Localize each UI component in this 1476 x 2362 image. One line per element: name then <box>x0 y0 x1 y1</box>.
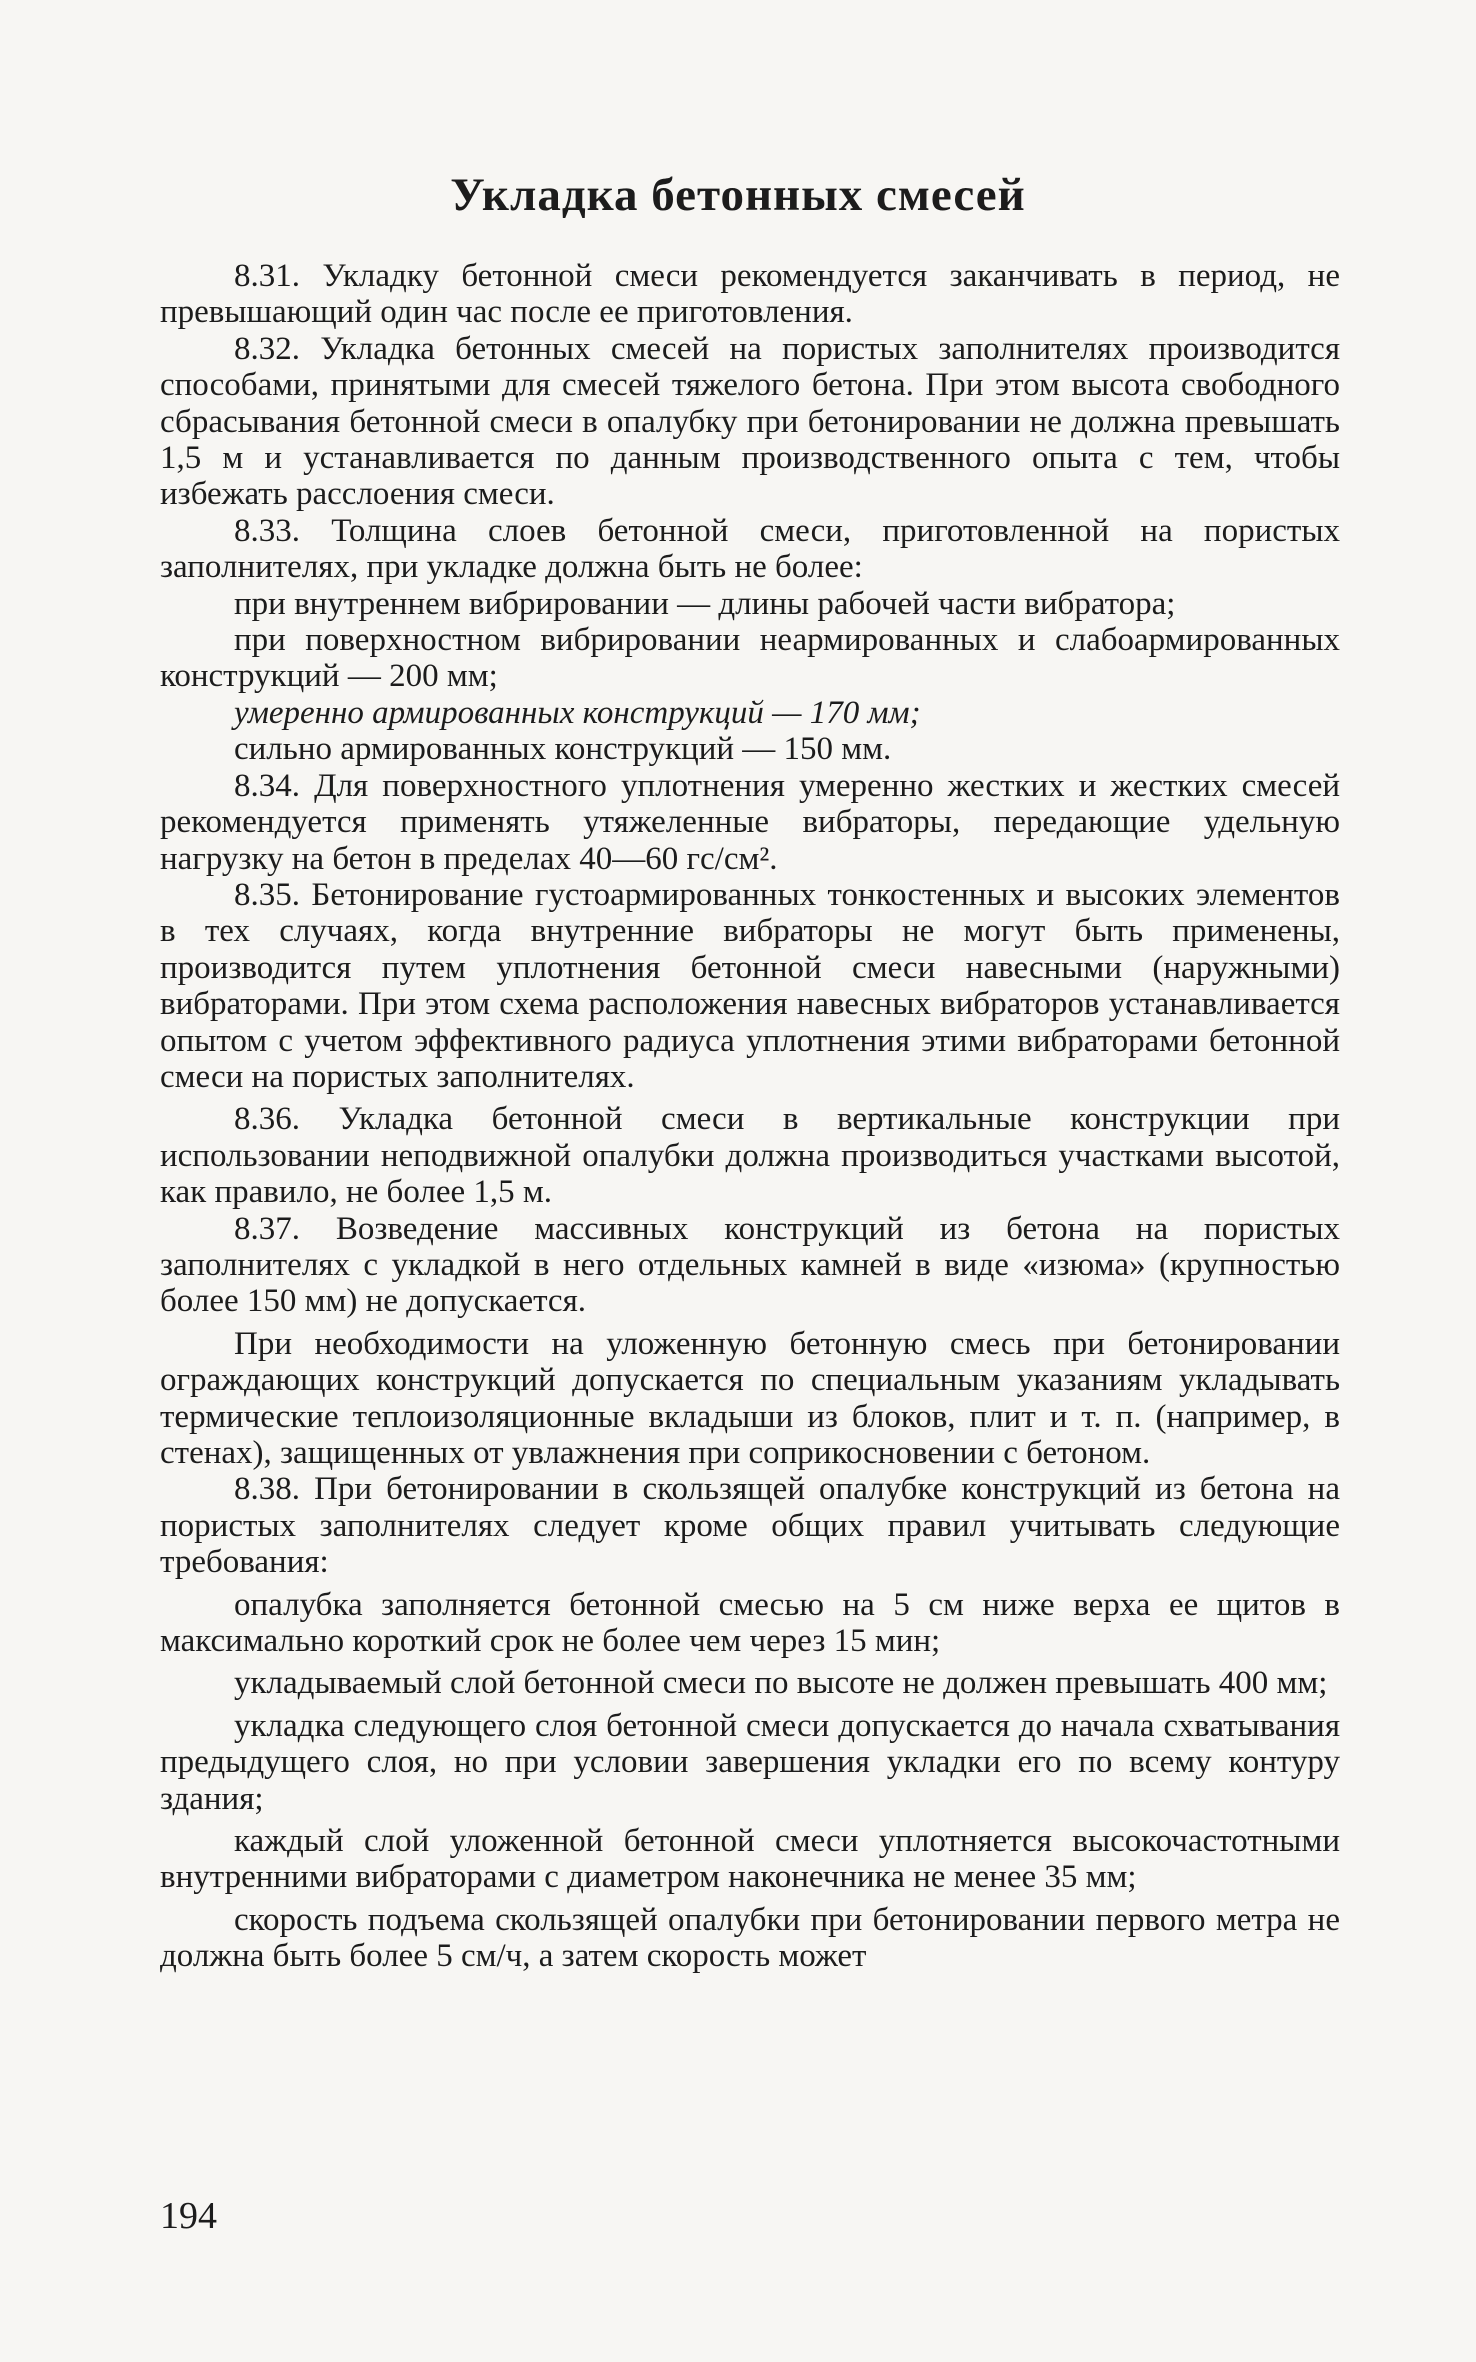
list-item-heavily-reinforced: сильно армированных конструкций — 150 мм. <box>234 731 892 768</box>
paragraph-8-38: 8.38. При бетонировании в скользящей опалубке конструкций из бетона на пористых заполнителях следует кроме общих правил учитывать следующие требования: <box>160 1471 1340 1581</box>
list-item-next-layer: укладка следующего слоя бетонной смеси допускается до начала схватывания предыдущего слоя, но при условии завершения укладки его по всему контуру здания; <box>160 1707 1340 1817</box>
list-item-compaction: каждый слой уложенной бетонной смеси уплотняется высокочастотными внутренними вибраторами с диаметром наконечника не менее 35 мм; <box>160 1823 1340 1896</box>
section-title: Укладка бетонных смесей <box>450 169 1026 221</box>
list-item-formwork-speed: скорость подъема скользящей опалубки при бетонировании первого метра не должна быть более 5 см/ч, а затем скорость может <box>160 1901 1340 1975</box>
body-text <box>160 258 1340 1975</box>
list-item-surface-vibration: при поверхностном вибрировании неармированных и слабоармированных конструкций — 200 мм; <box>160 622 1340 695</box>
paragraph-insulation-inserts: При необходимости на уложенную бетонную смесь при бетонировании ограждающих конструкций допускается по специальным указаниям укладывать термические теплоизоляционные вкладыши из блоков, плит и т. п. (например, в стенах), защищенных от увлажнения при соприкосновении с бетоном. <box>160 1325 1340 1471</box>
paragraph-8-33: 8.33. Толщина слоев бетонной смеси, приготовленной на пористых заполнителях, при укладке должна быть не более: <box>160 512 1340 586</box>
paragraph-8-36: 8.36. Укладка бетонной смеси в вертикальные конструкции при использовании неподвижной опалубки должна производиться участками высотой, как правило, не более 1,5 м. <box>160 1101 1340 1211</box>
paragraph-8-32: 8.32. Укладка бетонных смесей на пористых заполнителях производится способами, принятыми для смесей тяжелого бетона. При этом высота свободного сбрасывания бетонной смеси в опалубку при бетонировании не должна превышать 1,5 м и устанавливается по данным производственного опыта с тем, чтобы избежать расслоения смеси. <box>160 330 1340 513</box>
paragraph-8-37: 8.37. Возведение массивных конструкций из бетона на пористых заполнителях с укладкой в него отдельных камней в виде «изюма» (крупностью более 150 мм) не допускается. <box>160 1210 1340 1320</box>
list-item-internal-vibration: при внутреннем вибрировании — длины рабочей части вибратора; <box>234 585 1176 622</box>
list-item-moderately-reinforced: умеренно армированных конструкций — 170 мм; <box>234 694 921 731</box>
list-item-formwork-filling: опалубка заполняется бетонной смесью на 5 см ниже верха ее щитов в максимально короткий срок не более чем через 15 мин; <box>160 1586 1340 1660</box>
paragraph-8-35: 8.35. Бетонирование густоармированных тонкостенных и высоких элементов в тех случаях, когда внутренние вибраторы не могут быть применены, производится путем уплотнения бетонной смеси навесными (наружными) вибраторами. При этом схема расположения навесных вибраторов устанавливается опытом с учетом эффективного радиуса уплотнения этими вибраторами бетонной смеси на пористых заполнителях. <box>160 876 1340 1095</box>
page-number: 194 <box>160 2195 217 2237</box>
list-item-layer-height: укладываемый слой бетонной смеси по высоте не должен превышать 400 мм; <box>234 1665 1328 1702</box>
paragraph-8-34: 8.34. Для поверхностного уплотнения умеренно жестких и жестких смесей рекомендуется применять утяжеленные вибраторы, передающие удельную нагрузку на бетон в пределах 40—60 гс/см². <box>160 767 1340 877</box>
paragraph-8-31: 8.31. Укладку бетонной смеси рекомендуется заканчивать в период, не превышающий один час после ее приготовления. <box>160 258 1340 331</box>
